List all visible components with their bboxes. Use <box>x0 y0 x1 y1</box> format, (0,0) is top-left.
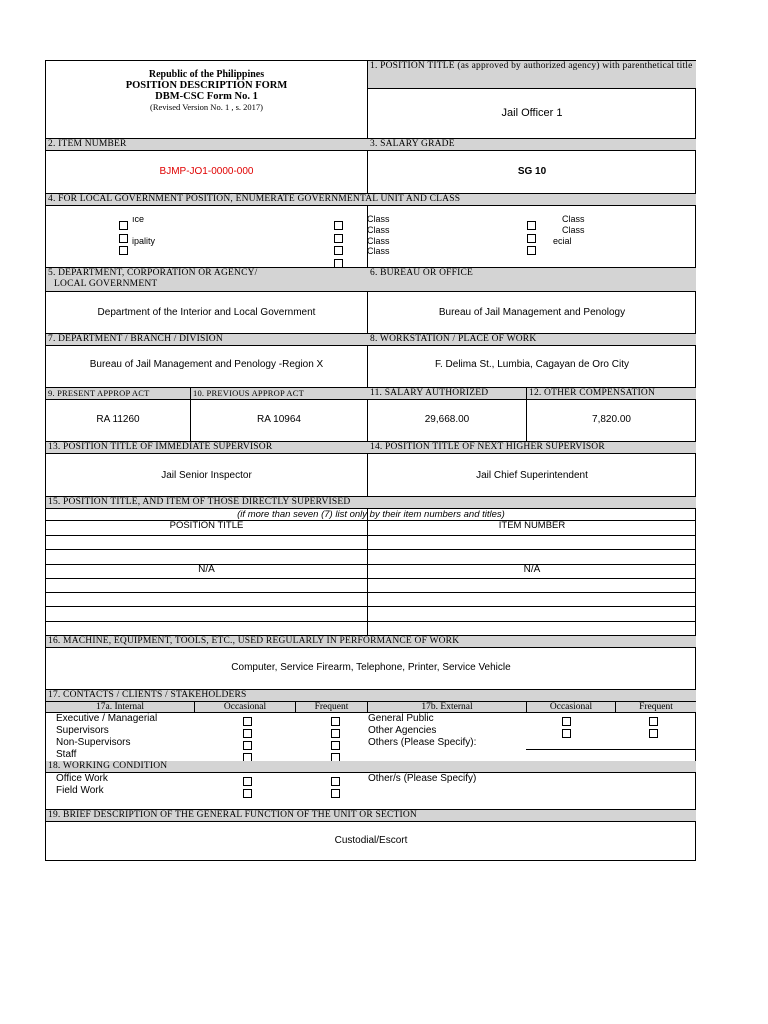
function-value[interactable]: Custodial/Escort <box>334 835 408 846</box>
class-label-2: Class <box>367 225 390 235</box>
previous-approp-label: 10. PREVIOUS APPROP ACT <box>190 387 368 400</box>
checkbox-agencies-occasional[interactable] <box>562 729 571 738</box>
supervised-label: 15. POSITION TITLE, AND ITEM OF THOSE DIRECTLY SUPERVISED <box>46 496 696 509</box>
checkbox-office-frequent[interactable] <box>331 777 340 786</box>
checkbox-public-occasional[interactable] <box>562 717 571 726</box>
class-label-4: Class <box>367 246 390 256</box>
other-comp-value[interactable]: 7,820.00 <box>592 414 631 425</box>
present-approp-value[interactable]: RA 11260 <box>96 414 140 425</box>
external-others: Others (Please Specify): <box>368 737 477 748</box>
supervised-col1-header: POSITION TITLE <box>169 520 244 531</box>
form-header <box>46 69 367 113</box>
checkbox-special[interactable] <box>527 246 536 255</box>
internal-non-supervisors: Non-Supervisors <box>56 737 131 748</box>
internal-executive: Executive / Managerial <box>56 713 158 724</box>
machines-value[interactable]: Computer, Service Firearm, Telephone, Printer, Service Vehicle <box>231 662 511 673</box>
external-frequent-header: Frequent <box>615 701 696 713</box>
class-label-5: Class <box>562 214 585 224</box>
internal-occasional-header: Occasional <box>194 701 296 713</box>
workstation-value[interactable]: F. Delima St., Lumbia, Cagayan de Oro City <box>435 359 629 370</box>
department-value[interactable]: Department of the Interior and Local Government <box>97 307 316 318</box>
local-gov-label: 4. FOR LOCAL GOVERNMENT POSITION, ENUMERATE GOVERNMENTAL UNIT AND CLASS <box>46 193 696 206</box>
salary-auth-label: 11. SALARY AUTHORIZED <box>368 387 526 400</box>
immediate-sup-value[interactable]: Jail Senior Inspector <box>161 470 252 481</box>
workstation-label: 8. WORKSTATION / PLACE OF WORK <box>368 333 696 346</box>
internal-supervisors: Supervisors <box>56 725 109 736</box>
checkbox-class-1[interactable] <box>334 221 343 230</box>
lgu-province-label: ıce <box>132 214 145 224</box>
checkbox-office-occasional[interactable] <box>243 777 252 786</box>
class-label-6: Class <box>562 225 585 235</box>
position-title-value[interactable]: Jail Officer 1 <box>501 107 563 119</box>
position-description-form <box>45 60 696 861</box>
checkbox-exec-occasional[interactable] <box>243 717 252 726</box>
lgu-municipality-label: ipality <box>132 236 156 246</box>
checkbox-province[interactable] <box>119 221 128 230</box>
checkbox-city[interactable] <box>119 234 128 243</box>
working-office: Office Work <box>56 773 108 784</box>
other-comp-label: 12. OTHER COMPENSATION <box>526 387 696 400</box>
checkbox-nonsup-occasional[interactable] <box>243 741 252 750</box>
internal-header: 17a. Internal <box>46 701 195 713</box>
checkbox-class-3[interactable] <box>334 246 343 255</box>
item-number-value[interactable]: BJMP-JO1-0000-000 <box>159 166 254 177</box>
others-specify-line[interactable] <box>526 749 696 750</box>
header-republic: Republic of the Philippines <box>148 69 265 80</box>
immediate-sup-label: 13. POSITION TITLE OF IMMEDIATE SUPERVISOR <box>46 441 368 454</box>
working-label: 18. WORKING CONDITION <box>46 761 696 773</box>
external-occasional-header: Occasional <box>526 701 616 713</box>
checkbox-nonsup-frequent[interactable] <box>331 741 340 750</box>
external-header: 17b. External <box>367 701 527 713</box>
contacts-label: 17. CONTACTS / CLIENTS / STAKEHOLDERS <box>46 689 696 702</box>
external-general-public: General Public <box>368 713 434 724</box>
function-label: 19. BRIEF DESCRIPTION OF THE GENERAL FUNCTION OF THE UNIT OR SECTION <box>46 809 696 822</box>
supervised-note: (if more than seven (7) list only by their item numbers and titles) <box>237 509 505 520</box>
previous-approp-value[interactable]: RA 10964 <box>257 414 301 425</box>
checkbox-sup-frequent[interactable] <box>331 729 340 738</box>
checkbox-municipality[interactable] <box>119 246 128 255</box>
supervised-col1-value[interactable]: N/A <box>198 564 215 575</box>
class-label-1: Class <box>367 214 390 224</box>
bureau-value[interactable]: Bureau of Jail Management and Penology <box>438 307 626 318</box>
position-title-label: 1. POSITION TITLE (as approved by authorized agency) with parenthetical title <box>368 61 696 89</box>
working-field: Field Work <box>56 785 104 796</box>
salary-auth-value[interactable]: 29,668.00 <box>424 414 470 425</box>
class-label-3: Class <box>367 236 390 246</box>
present-approp-label: 9. PRESENT APPROP ACT <box>46 387 190 400</box>
checkbox-agencies-frequent[interactable] <box>649 729 658 738</box>
machines-label: 16. MACHINE, EQUIPMENT, TOOLS, ETC., USED REGULARLY IN PERFORMANCE OF WORK <box>46 635 696 648</box>
checkbox-field-occasional[interactable] <box>243 789 252 798</box>
checkbox-exec-frequent[interactable] <box>331 717 340 726</box>
supervised-col2-value[interactable]: N/A <box>523 564 541 575</box>
checkbox-class-5[interactable] <box>527 221 536 230</box>
department-label: 5. DEPARTMENT, CORPORATION OR AGENCY/ LOCAL GOVERNMENT <box>46 267 368 292</box>
checkbox-field-frequent[interactable] <box>331 789 340 798</box>
salary-grade-label: 3. SALARY GRADE <box>368 138 696 151</box>
next-sup-value[interactable]: Jail Chief Superintendent <box>476 470 588 481</box>
internal-staff: Staff <box>56 749 77 760</box>
salary-grade-value[interactable]: SG 10 <box>517 166 547 177</box>
header-revision: (Revised Version No. 1 , s. 2017) <box>150 102 263 112</box>
next-sup-label: 14. POSITION TITLE OF NEXT HIGHER SUPERVISOR <box>368 441 696 454</box>
branch-value[interactable]: Bureau of Jail Management and Penology -Region X <box>89 359 324 370</box>
external-other-agencies: Other Agencies <box>368 725 437 736</box>
supervised-col2-header: ITEM NUMBER <box>498 520 566 531</box>
checkbox-public-frequent[interactable] <box>649 717 658 726</box>
checkbox-class-6[interactable] <box>527 234 536 243</box>
checkbox-sup-occasional[interactable] <box>243 729 252 738</box>
internal-frequent-header: Frequent <box>295 701 368 713</box>
checkbox-class-2[interactable] <box>334 234 343 243</box>
branch-label: 7. DEPARTMENT / BRANCH / DIVISION <box>46 333 368 346</box>
header-form-number: DBM-CSC Form No. 1 <box>155 91 258 102</box>
special-label: ecial <box>553 236 572 246</box>
item-number-label: 2. ITEM NUMBER <box>46 138 368 151</box>
working-other: Other/s (Please Specify) <box>368 773 477 784</box>
bureau-label: 6. BUREAU OR OFFICE <box>368 267 696 292</box>
header-form-title: POSITION DESCRIPTION FORM <box>125 80 288 91</box>
